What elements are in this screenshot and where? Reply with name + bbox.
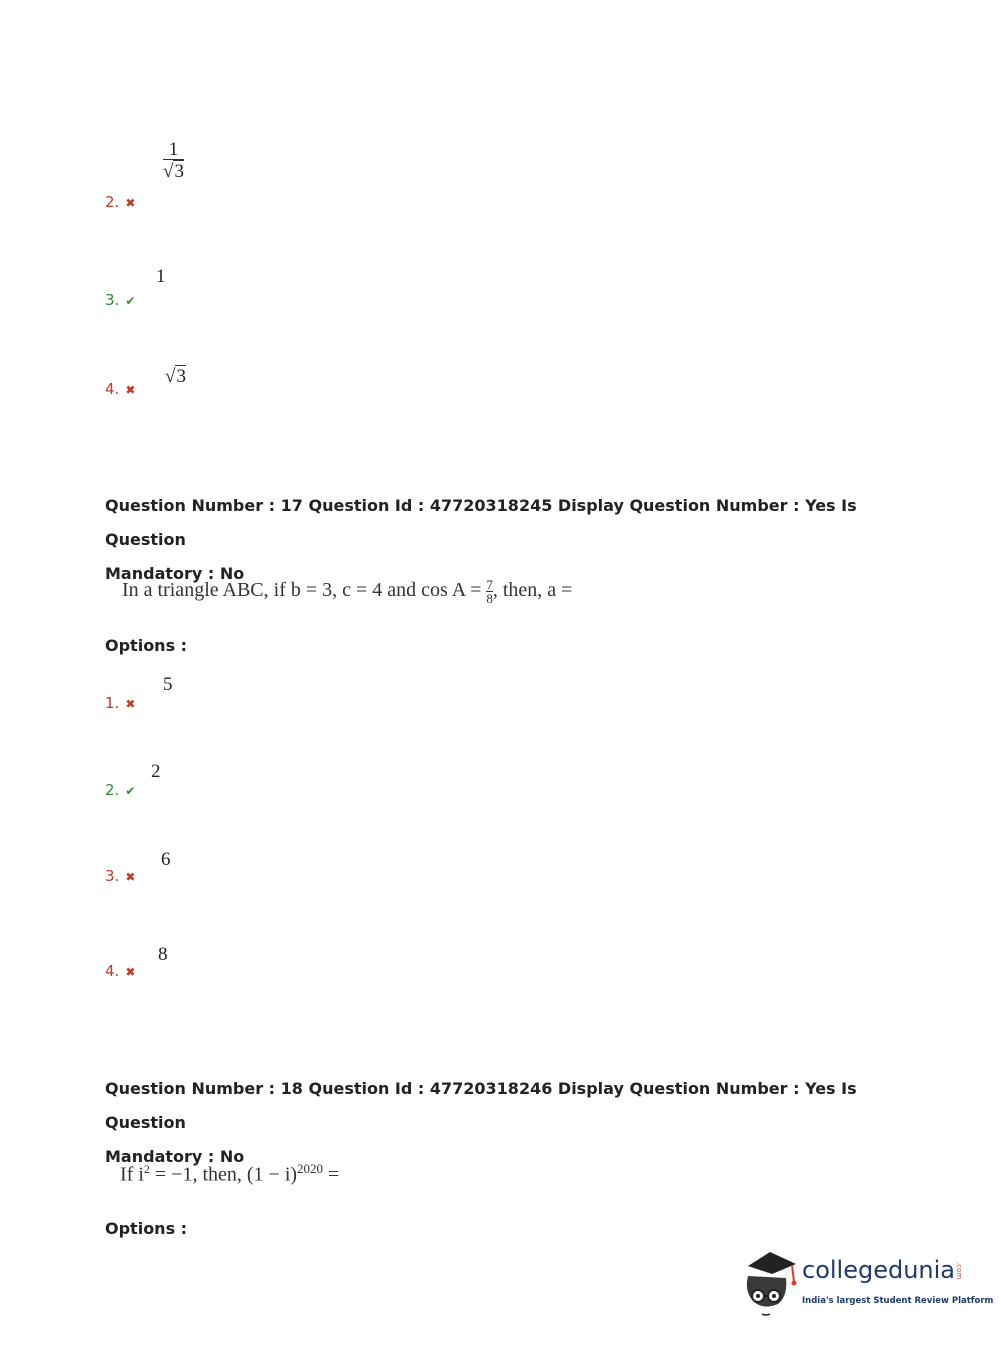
prev-option-4-value bbox=[165, 366, 186, 388]
q18-sup-a: 2 bbox=[143, 1162, 150, 1176]
prev-option-4 bbox=[105, 379, 135, 398]
q17-question-text bbox=[122, 578, 572, 605]
wrong-mark-icon: ✖ bbox=[125, 965, 136, 979]
q18-header-line1: Question Number : 18 Question Id : 47720318246 Display Question Number : Yes Is Question bbox=[105, 1079, 857, 1132]
prev-option-2-value bbox=[163, 140, 184, 181]
q18-text-a: If i bbox=[120, 1163, 144, 1186]
option-number: 4. bbox=[105, 962, 120, 980]
q17-header bbox=[105, 489, 925, 591]
q17-header-line2: Mandatory : No bbox=[105, 564, 245, 583]
brand-tagline: India's largest Student Review Platform bbox=[802, 1296, 994, 1306]
q17-option-3 bbox=[105, 866, 135, 885]
q18-question-text bbox=[120, 1161, 339, 1187]
wrong-mark-icon: ✖ bbox=[125, 383, 136, 397]
q18-sup-b: 2020 bbox=[297, 1161, 324, 1176]
prev-option-2 bbox=[105, 192, 135, 211]
q17-fraction: $\frac{7}{8}$ bbox=[486, 577, 493, 606]
wrong-mark-icon: ✖ bbox=[125, 697, 136, 711]
wrong-mark-icon: ✖ bbox=[125, 870, 136, 884]
option-number: 3. bbox=[105, 291, 120, 309]
prev-option-3 bbox=[105, 290, 135, 309]
q17-option-2 bbox=[105, 780, 135, 799]
q18-header bbox=[105, 1072, 925, 1174]
option-number: 3. bbox=[105, 867, 120, 885]
wrong-mark-icon: ✖ bbox=[125, 196, 136, 210]
option-number: 2. bbox=[105, 193, 120, 211]
q17-option-1-value: 5 bbox=[163, 674, 173, 695]
fraction-numerator: 1 bbox=[168, 139, 179, 160]
q17-options-label: Options : bbox=[105, 636, 188, 655]
option-number: 4. bbox=[105, 380, 120, 398]
check-mark-icon: ✔ bbox=[125, 784, 136, 798]
brand-name: collegedunia.com bbox=[802, 1256, 964, 1284]
q18-text-b: = −1, then, (1 − i) bbox=[149, 1163, 298, 1186]
option-number: 1. bbox=[105, 694, 120, 712]
collegedunia-logo bbox=[740, 1248, 994, 1318]
option-number: 2. bbox=[105, 781, 120, 799]
q17-option-3-value: 6 bbox=[161, 849, 171, 870]
q18-options-label: Options : bbox=[105, 1219, 188, 1238]
q17-option-4 bbox=[105, 961, 135, 980]
q17-text-before: In a triangle ABC, if b = 3, c = 4 and cos A = bbox=[122, 579, 487, 602]
brand-com: .com bbox=[955, 1262, 964, 1280]
check-mark-icon: ✔ bbox=[125, 294, 136, 308]
q17-option-2-value: 2 bbox=[151, 761, 161, 782]
sqrt-icon: √3 bbox=[163, 161, 184, 182]
sqrt-icon: √3 bbox=[165, 366, 186, 387]
q17-option-4-value: 8 bbox=[158, 944, 168, 965]
mascot-icon bbox=[740, 1248, 802, 1318]
q17-text-after: , then, a = bbox=[492, 579, 573, 602]
prev-option-3-value: 1 bbox=[156, 266, 166, 287]
q17-option-1 bbox=[105, 693, 135, 712]
q18-text-c: = bbox=[323, 1163, 340, 1186]
q17-header-line1: Question Number : 17 Question Id : 47720318245 Display Question Number : Yes Is Question bbox=[105, 496, 857, 549]
q18-header-line2: Mandatory : No bbox=[105, 1147, 245, 1166]
